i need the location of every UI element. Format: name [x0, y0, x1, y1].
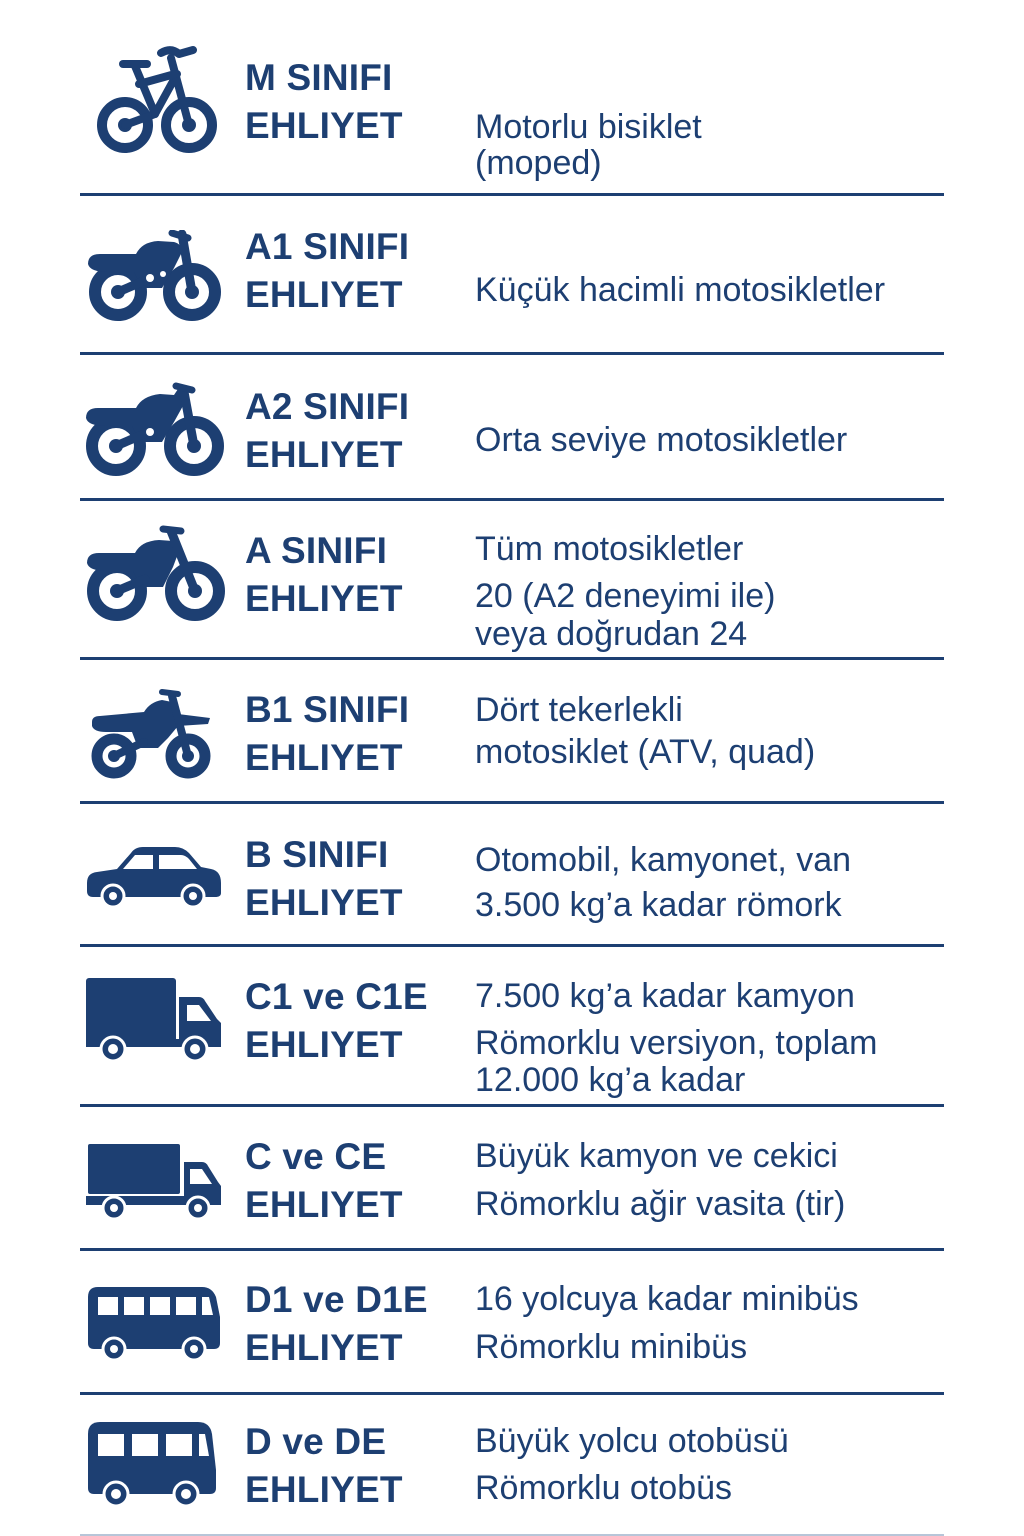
license-class-label: B1 SINIFI	[245, 689, 410, 730]
license-title	[245, 686, 409, 782]
license-class-label: A SINIFI	[245, 530, 388, 571]
box-truck-icon	[85, 977, 222, 1064]
license-row-b1	[80, 660, 944, 804]
license-class-label: A1 SINIFI	[245, 226, 410, 267]
license-row-a1	[80, 196, 944, 355]
motorcycle-icon	[84, 382, 226, 477]
car-icon	[85, 843, 222, 910]
license-row-d	[80, 1395, 944, 1536]
license-label: EHLIYET	[245, 1184, 403, 1225]
motorcycle-icon	[86, 230, 223, 322]
license-class-label: C1 ve C1E	[245, 976, 428, 1017]
license-class-label: A2 SINIFI	[245, 386, 410, 427]
license-row-c	[80, 1107, 944, 1251]
license-class-label: B SINIFI	[245, 834, 389, 875]
license-description-line: veya doğrudan 24	[475, 615, 748, 653]
license-description-line: Otomobil, kamyonet, van	[475, 841, 852, 879]
license-description-line: 7.500 kg’a kadar kamyon	[475, 977, 855, 1015]
license-title	[245, 973, 428, 1069]
license-description-line: Büyük kamyon ve cekici	[475, 1137, 838, 1175]
license-label: EHLIYET	[245, 105, 403, 146]
license-label: EHLIYET	[245, 1469, 403, 1510]
license-class-label: D ve DE	[245, 1421, 387, 1462]
license-label: EHLIYET	[245, 274, 403, 315]
license-description-line: Motorlu bisiklet	[475, 108, 702, 146]
dirt-bike-icon	[88, 688, 214, 780]
license-row-c1	[80, 947, 944, 1107]
license-title	[245, 54, 403, 150]
license-description-line: Römorklu otobüs	[475, 1469, 733, 1507]
license-description-line: Orta seviye motosikletler	[475, 421, 848, 459]
license-label: EHLIYET	[245, 1327, 403, 1368]
license-title	[245, 383, 409, 479]
truck-icon	[86, 1142, 222, 1222]
license-title	[245, 1418, 403, 1514]
license-row-a2	[80, 355, 944, 501]
license-description-line: Tüm motosikletler	[475, 530, 744, 568]
license-description-line: (moped)	[475, 144, 602, 182]
license-description-line: Römorklu minibüs	[475, 1328, 748, 1366]
license-class-label: C ve CE	[245, 1136, 387, 1177]
license-title	[245, 1133, 403, 1229]
license-description-line: Büyük yolcu otobüsü	[475, 1422, 789, 1460]
license-label: EHLIYET	[245, 1024, 403, 1065]
license-class-label: M SINIFI	[245, 57, 393, 98]
license-description-line: Römorklu versiyon, toplam	[475, 1024, 878, 1062]
license-description-line: 16 yolcuya kadar minibüs	[475, 1280, 859, 1318]
license-row-b	[80, 804, 944, 947]
license-class-label: D1 ve D1E	[245, 1279, 428, 1320]
license-description-line: Römorklu ağir vasita (tir)	[475, 1185, 846, 1223]
license-description-line: motosiklet (ATV, quad)	[475, 733, 816, 771]
bus-icon	[86, 1420, 218, 1508]
license-label: EHLIYET	[245, 578, 403, 619]
license-description-line: 20 (A2 deneyimi ile)	[475, 577, 776, 615]
moped-icon	[93, 44, 220, 154]
license-title	[245, 527, 403, 623]
license-label: EHLIYET	[245, 737, 403, 778]
license-description-line: Küçük hacimli motosikletler	[475, 271, 886, 309]
license-title	[245, 831, 403, 927]
license-row-a	[80, 501, 944, 660]
license-description-line: Dört tekerlekli	[475, 691, 683, 729]
license-row-d1	[80, 1251, 944, 1395]
motorcycle-icon	[85, 525, 225, 622]
license-label: EHLIYET	[245, 882, 403, 923]
license-description-line: 3.500 kg’a kadar römork	[475, 886, 842, 924]
minibus-icon	[86, 1283, 222, 1364]
license-label: EHLIYET	[245, 434, 403, 475]
license-row-m	[80, 30, 944, 196]
license-title	[245, 1276, 428, 1372]
license-title	[245, 223, 409, 319]
license-description-line: 12.000 kg’a kadar	[475, 1061, 746, 1099]
